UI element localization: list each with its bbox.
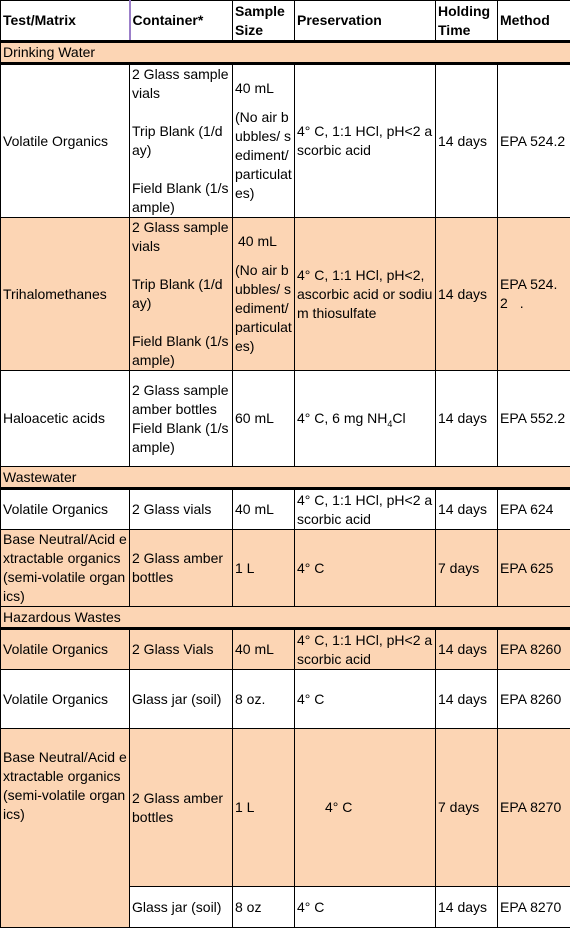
container-cell: 2 Glass amber bottles xyxy=(130,729,233,887)
container-cell xyxy=(130,371,233,467)
preservation-cell xyxy=(295,371,436,467)
holding-time-cell: 14 days xyxy=(436,887,498,928)
container-cell: Glass jar (soil) xyxy=(130,887,233,928)
container-line: Trip Blank (1/day) xyxy=(132,275,230,313)
size-cell: 40 mL xyxy=(233,629,295,670)
test-cell: Base Neutral/Acid extractable organics (semi-volatile organics) xyxy=(1,530,130,607)
container-line: 2 Glass sample vials xyxy=(132,65,230,103)
container-line: 2 Glass sample vials xyxy=(132,218,230,256)
preservation-text: 4° C, 6 mg NH xyxy=(297,410,387,426)
preservation-cell: 4° C xyxy=(295,887,436,928)
container-line: Trip Blank (1/day) xyxy=(132,122,230,160)
test-cell: Volatile Organics xyxy=(1,670,130,729)
header-sample-size: Sample Size xyxy=(233,1,295,42)
preservation-text-end: Cl xyxy=(392,410,405,426)
method-cell: EPA 524.2 xyxy=(498,64,570,218)
header-holding-time: Holding Time xyxy=(436,1,498,42)
holding-time-cell: 14 days xyxy=(436,218,498,371)
preservation-cell: 4° C, 1:1 HCl, pH<2 ascorbic acid xyxy=(295,489,436,530)
method-value: EPA 524.2 xyxy=(500,276,557,311)
section-drinking-water: Drinking Water xyxy=(1,42,570,64)
size-value: 40 mL xyxy=(235,232,292,251)
section-hazardous-wastes: Hazardous Wastes xyxy=(1,607,570,629)
preservation-cell: 4° C xyxy=(295,670,436,729)
table-row xyxy=(1,729,570,887)
test-cell: Haloacetic acids xyxy=(1,371,130,467)
holding-time-cell: 14 days xyxy=(436,64,498,218)
method-cell: EPA 8270 xyxy=(498,887,570,928)
method-cell: EPA 624 xyxy=(498,489,570,530)
section-row-wastewater xyxy=(1,467,570,489)
container-line: Field Blank (1/sample) xyxy=(132,179,230,217)
table-row xyxy=(1,489,570,530)
preservation-cell: 4° C xyxy=(295,530,436,607)
test-cell: Volatile Organics xyxy=(1,64,130,218)
preservation-subscript: 4 xyxy=(387,419,392,429)
container-line: 2 Glass sample amber bottles xyxy=(132,381,230,419)
size-value: 40 mL xyxy=(235,79,292,98)
preservation-cell: 4° C xyxy=(295,729,436,887)
test-cell xyxy=(1,729,130,928)
holding-time-cell: 14 days xyxy=(436,489,498,530)
header-test-matrix: Test/Matrix xyxy=(1,1,130,42)
test-cell: Volatile Organics xyxy=(1,489,130,530)
size-cell: 8 oz xyxy=(233,887,295,928)
container-cell: 2 Glass Vials xyxy=(130,629,233,670)
holding-time-cell: 14 days xyxy=(436,371,498,467)
table-row xyxy=(1,371,570,467)
test-name: Base Neutral/Acid extractable organics (semi-volatile organics) xyxy=(3,748,127,824)
header-preservation: Preservation xyxy=(295,1,436,42)
container-line: Field Blank (1/sample) xyxy=(132,419,230,457)
size-cell: 1 L xyxy=(233,530,295,607)
table-row xyxy=(1,64,570,218)
section-row-drinking-water xyxy=(1,42,570,64)
method-cell: EPA 8260 xyxy=(498,670,570,729)
size-cell: 8 oz. xyxy=(233,670,295,729)
header-method: Method xyxy=(498,1,570,42)
size-cell: 40 mL xyxy=(233,489,295,530)
holding-time-cell: 14 days xyxy=(436,629,498,670)
size-cell: 1 L xyxy=(233,729,295,887)
preservation-cell: 4° C, 1:1 HCl, pH<2 ascorbic acid xyxy=(295,64,436,218)
container-cell xyxy=(130,218,233,371)
section-row-hazardous-wastes xyxy=(1,607,570,629)
table-row xyxy=(1,218,570,371)
method-cell xyxy=(498,218,570,371)
preservation-cell: 4° C, 1:1 HCl, pH<2, ascorbic acid or sodium thiosulfate xyxy=(295,218,436,371)
section-wastewater: Wastewater xyxy=(1,467,570,489)
test-cell: Trihalomethanes xyxy=(1,218,130,371)
table-row xyxy=(1,670,570,729)
test-cell: Volatile Organics xyxy=(1,629,130,670)
method-cell: EPA 552.2 xyxy=(498,371,570,467)
header-row xyxy=(1,1,570,42)
method-cell: EPA 8270 xyxy=(498,729,570,887)
size-cell: 60 mL xyxy=(233,371,295,467)
holding-time-cell: 7 days xyxy=(436,729,498,887)
container-cell: Glass jar (soil) xyxy=(130,670,233,729)
container-cell xyxy=(130,64,233,218)
size-cell xyxy=(233,218,295,371)
method-cell: EPA 8260 xyxy=(498,629,570,670)
table-row xyxy=(1,629,570,670)
preservation-cell: 4° C, 1:1 HCl, pH<2 ascorbic acid xyxy=(295,629,436,670)
container-line: Field Blank (1/sample) xyxy=(132,332,230,370)
size-note: (No air bubbles/ sediment/ particulates) xyxy=(235,108,292,203)
size-cell xyxy=(233,64,295,218)
holding-time-cell: 14 days xyxy=(436,670,498,729)
method-mark: . xyxy=(508,295,524,311)
container-cell: 2 Glass amber bottles xyxy=(130,530,233,607)
header-container: Container* xyxy=(130,1,233,42)
method-cell: EPA 625 xyxy=(498,530,570,607)
container-cell: 2 Glass vials xyxy=(130,489,233,530)
holding-time-cell: 7 days xyxy=(436,530,498,607)
table-row xyxy=(1,530,570,607)
size-note: (No air bubbles/ sediment/ particulates) xyxy=(235,261,292,356)
